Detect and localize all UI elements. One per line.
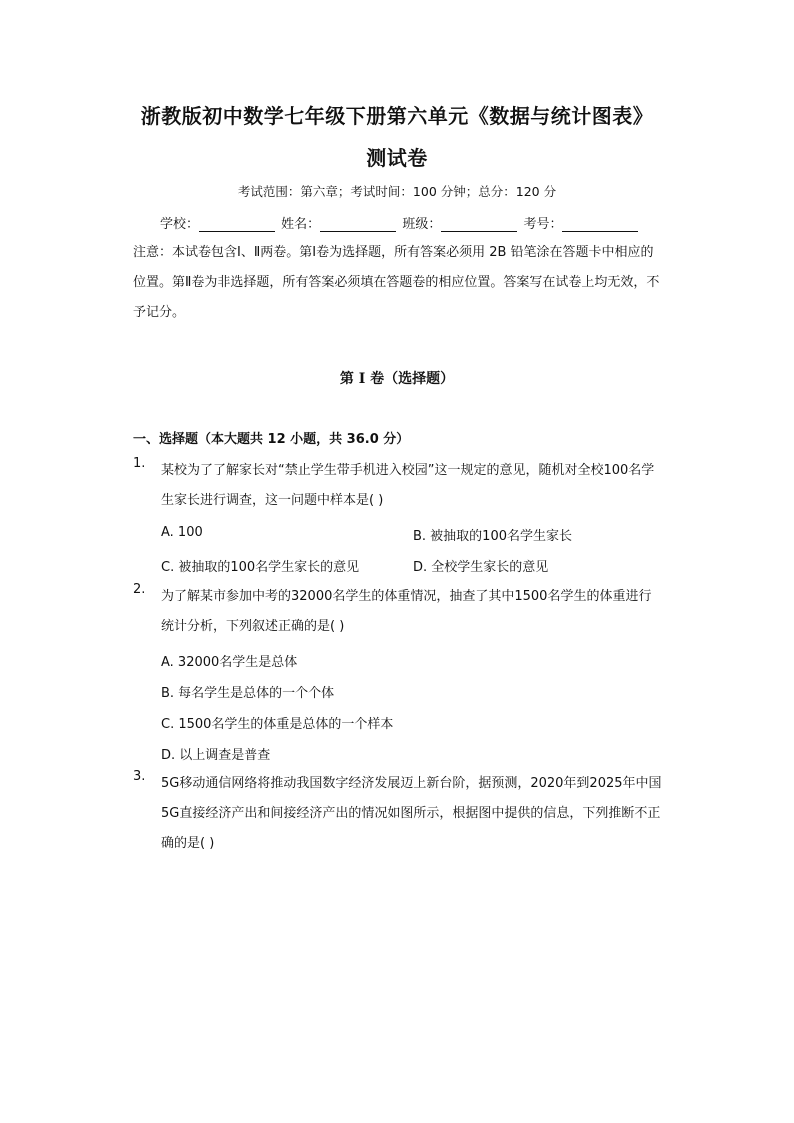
option-a: A. 100	[161, 525, 203, 540]
question-number: 2.	[133, 582, 146, 597]
option-d: D. 以上调查是普查	[161, 748, 271, 763]
school-label: 学校：	[160, 217, 200, 232]
option-c: C. 被抽取的100名学生家长的意见	[161, 560, 360, 575]
exam-title-line1: 浙教版初中数学七年级下册第六单元《数据与统计图表》	[140, 104, 654, 128]
name-label: 姓名：	[281, 217, 321, 232]
name-blank	[320, 217, 396, 232]
option-b: B. 每名学生是总体的一个个体	[161, 686, 335, 701]
section-title: 第 I 卷（选择题）	[339, 371, 455, 387]
question-stem: 5G移动通信网络将推动我国数字经济发展迈上新台阶，据预测，2020年到2025年中国5G直接经济产出和间接经济产出的情况如图所示，根据图中提供的信息，下列推断不正确的是( )	[161, 776, 662, 851]
exam-info: 考试范围：第六章；考试时间：100 分钟；总分：120 分	[237, 184, 557, 199]
question-stem: 为了解某市参加中考的32000名学生的体重情况，抽查了其中1500名学生的体重进行统计分析，下列叙述正确的是( )	[161, 589, 652, 634]
exam-title-line2: 测试卷	[366, 146, 428, 170]
class-blank	[441, 217, 517, 232]
question-stem: 某校为了了解家长对“禁止学生带手机进入校园”这一规定的意见，随机对全校100名学生家长进行调查，这一问题中样本是( )	[161, 463, 655, 508]
exam-notice: 注意：本试卷包含Ⅰ、Ⅱ两卷。第Ⅰ卷为选择题，所有答案必须用 2B 铅笔涂在答题卡中相应的位置。第Ⅱ卷为非选择题，所有答案必须填在答题卷的相应位置。答案写在试卷上均无效，不予记分。	[133, 245, 660, 320]
question-number: 3.	[133, 769, 146, 784]
option-a: A. 32000名学生是总体	[161, 655, 298, 670]
option-b: B. 被抽取的100名学生家长	[413, 529, 572, 544]
number-blank	[562, 217, 638, 232]
class-label: 班级：	[402, 217, 442, 232]
option-c: C. 1500名学生的体重是总体的一个样本	[161, 717, 394, 732]
student-info-row	[160, 213, 640, 232]
number-label: 考号：	[523, 217, 563, 232]
school-blank	[199, 217, 275, 232]
question-number: 1.	[133, 456, 146, 471]
part-header: 一、选择题（本大题共 12 小题，共 36.0 分）	[133, 432, 410, 447]
option-d: D. 全校学生家长的意见	[413, 560, 549, 575]
